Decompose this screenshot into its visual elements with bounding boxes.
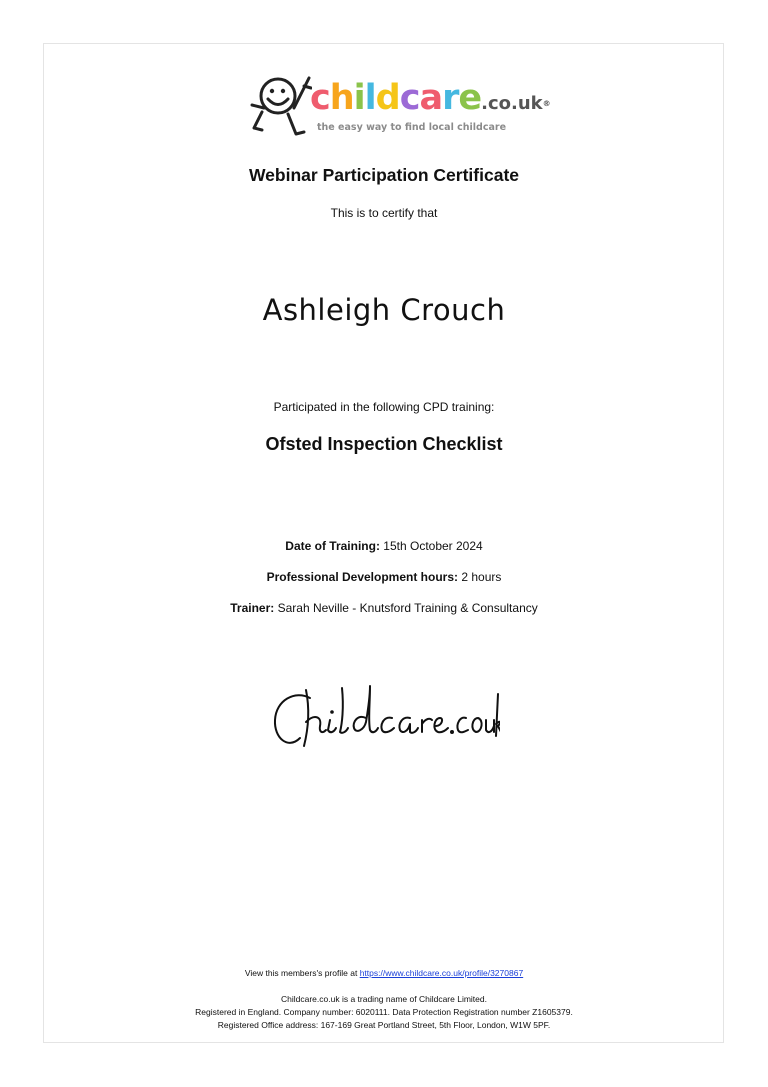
trainer-value: Sarah Neville - Knutsford Training & Consultancy — [277, 601, 538, 615]
trainer-label: Trainer: — [230, 601, 275, 615]
training-date-label: Date of Training: — [285, 539, 380, 553]
childcare-logo — [248, 72, 550, 142]
profile-link[interactable]: https://www.childcare.co.uk/profile/3270867 — [359, 968, 524, 978]
logo-letter: d — [375, 78, 400, 118]
course-title: Ofsted Inspection Checklist — [265, 434, 503, 454]
signature — [270, 680, 500, 765]
development-hours-value: 2 hours — [461, 570, 502, 584]
logo-letter: i — [353, 78, 365, 118]
logo-letter: r — [442, 78, 459, 118]
smiley-figure-icon — [248, 72, 312, 142]
logo-wordmark — [310, 78, 550, 124]
footer-address: Registered Office address: 167-169 Great Portland Street, 5th Floor, London, W1W 5PF. — [217, 1020, 551, 1030]
logo-letter: c — [310, 78, 330, 118]
registered-mark: ® — [542, 99, 550, 108]
footer-registration: Registered in England. Company number: 6020111. Data Protection Registration number Z1605379. — [195, 1007, 573, 1017]
certify-text: This is to certify that — [330, 206, 438, 220]
training-date-value: 15th October 2024 — [383, 539, 483, 553]
logo-letter: l — [364, 78, 376, 118]
logo-tagline: the easy way to find local childcare — [317, 122, 507, 133]
participated-text: Participated in the following CPD training: — [273, 400, 495, 414]
footer-trading-name: Childcare.co.uk is a trading name of Childcare Limited. — [281, 994, 487, 1004]
training-date — [0, 539, 768, 553]
logo-letter: a — [419, 78, 443, 118]
certificate-title: Webinar Participation Certificate — [248, 165, 520, 185]
profile-line — [0, 967, 768, 980]
trainer — [0, 601, 768, 615]
logo-domain: .co.uk — [481, 93, 543, 114]
logo-letter: e — [458, 78, 482, 118]
logo-letter: c — [399, 78, 420, 118]
signature-image — [270, 680, 500, 760]
profile-prefix: View this members's profile at — [244, 968, 358, 978]
logo-letter: h — [329, 78, 354, 118]
recipient-name: Ashleigh Crouch — [262, 293, 506, 327]
development-hours — [0, 570, 768, 584]
development-hours-label: Professional Development hours: — [266, 570, 458, 584]
logo-brand-text — [310, 78, 481, 118]
